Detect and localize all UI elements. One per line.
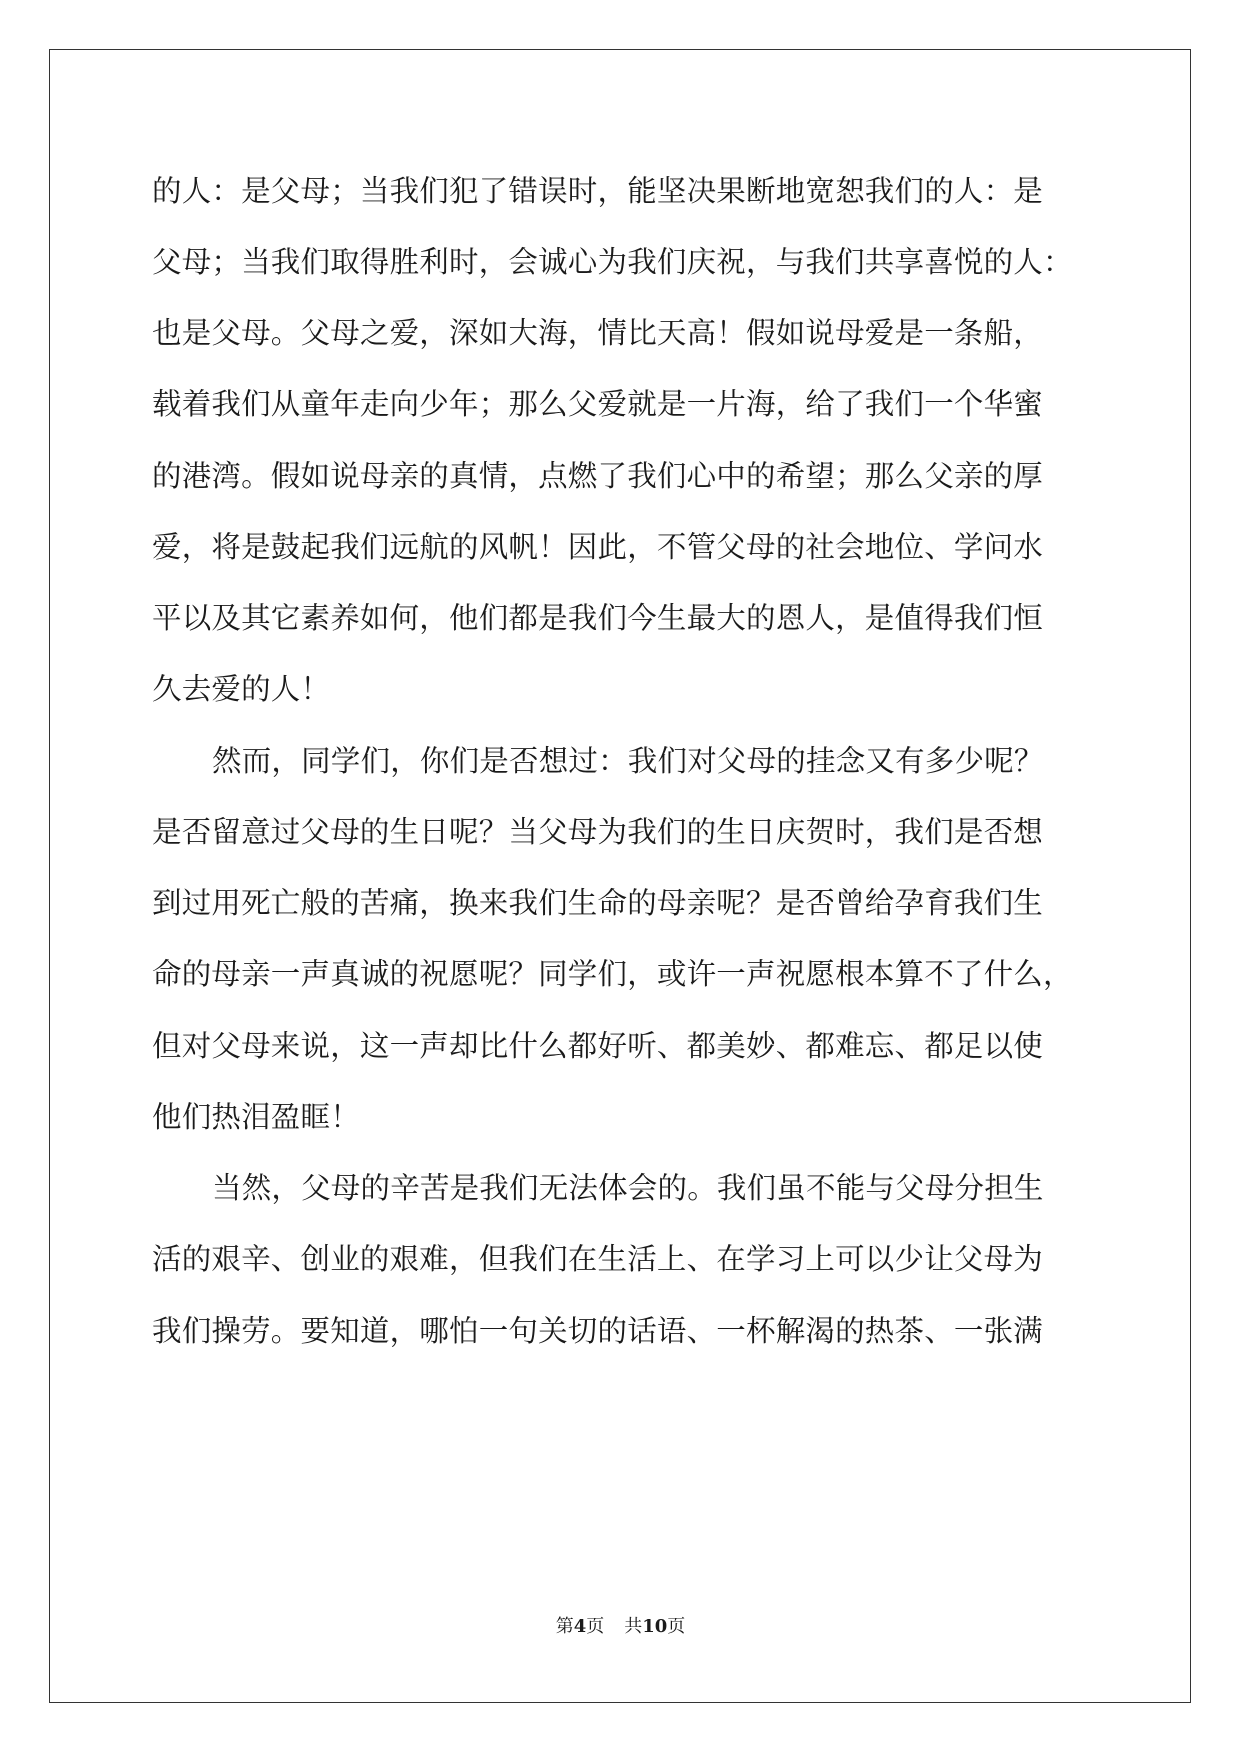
body-text-line: 但对父母来说，这一声却比什么都好听、都美妙、都难忘、都足以使 — [152, 1029, 1044, 1063]
body-text-line: 父母；当我们取得胜利时，会诚心为我们庆祝，与我们共享喜悦的人： — [152, 245, 1073, 279]
current-page-number: 4 — [573, 1616, 587, 1637]
body-text-line: 的港湾。假如说母亲的真情，点燃了我们心中的希望；那么父亲的厚 — [152, 459, 1044, 493]
body-text-line: 到过用死亡般的苦痛，换来我们生命的母亲呢？是否曾给孕育我们生 — [152, 886, 1044, 920]
total-page-count: 10 — [642, 1616, 668, 1637]
paragraph-first-line: 然而，同学们，你们是否想过：我们对父母的挂念又有多少呢？ — [212, 744, 1044, 778]
body-text-line: 平以及其它素养如何，他们都是我们今生最大的恩人，是值得我们恒 — [152, 601, 1044, 635]
page-prefix: 第 — [555, 1616, 574, 1637]
page-border — [49, 49, 1191, 1703]
body-text-line: 活的艰辛、创业的艰难，但我们在生活上、在学习上可以少让父母为 — [152, 1242, 1044, 1276]
body-text-line: 载着我们从童年走向少年；那么父爱就是一片海，给了我们一个华蜜 — [152, 387, 1044, 421]
body-text-line: 是否留意过父母的生日呢？当父母为我们的生日庆贺时，我们是否想 — [152, 815, 1044, 849]
paragraph-first-line: 当然，父母的辛苦是我们无法体会的。我们虽不能与父母分担生 — [212, 1171, 1044, 1205]
body-text-line: 爱，将是鼓起我们远航的风帆！因此，不管父母的社会地位、学问水 — [152, 530, 1044, 564]
total-prefix: 共 — [624, 1616, 643, 1637]
body-text-line: 久去爱的人！ — [152, 672, 331, 706]
body-text-line: 的人：是父母；当我们犯了错误时，能坚决果断地宽恕我们的人：是 — [152, 174, 1044, 208]
page-footer — [0, 1612, 1241, 1638]
body-text-line: 也是父母。父母之爱，深如大海，情比天高！假如说母爱是一条船， — [152, 316, 1044, 350]
body-text-line: 命的母亲一声真诚的祝愿呢？同学们，或许一声祝愿根本算不了什么， — [152, 957, 1073, 991]
body-text-line: 我们操劳。要知道，哪怕一句关切的话语、一杯解渴的热茶、一张满 — [152, 1314, 1044, 1348]
page-suffix: 页 — [586, 1616, 605, 1637]
total-suffix: 页 — [667, 1616, 686, 1637]
body-text-line: 他们热泪盈眶！ — [152, 1100, 360, 1134]
